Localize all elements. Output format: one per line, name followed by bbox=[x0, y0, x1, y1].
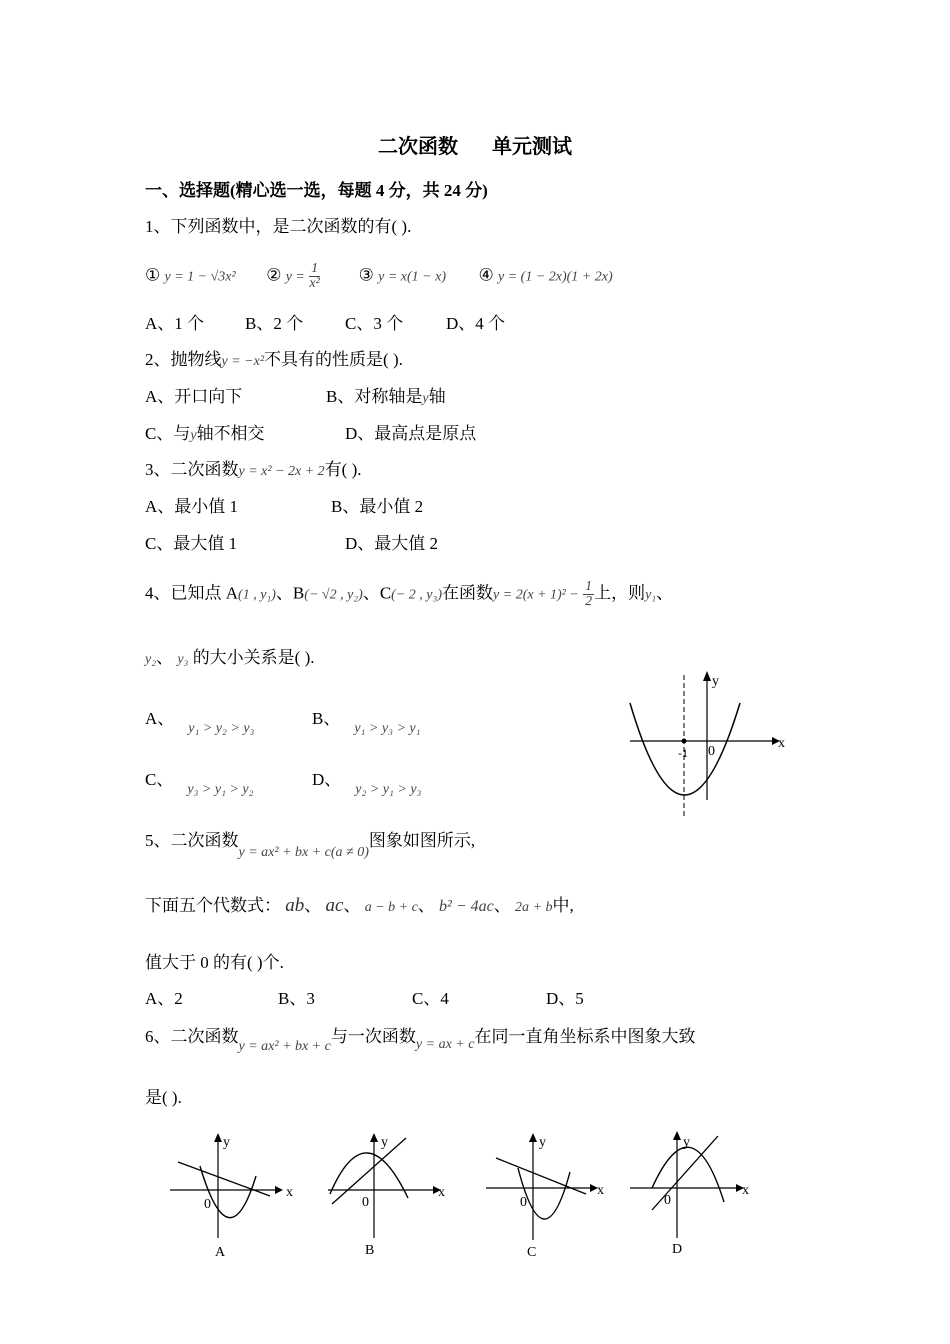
q6a-line bbox=[178, 1162, 270, 1196]
title-part2: 单元测试 bbox=[492, 136, 572, 158]
q1-f2-den: x² bbox=[309, 276, 320, 291]
q5-sep1: 、 bbox=[304, 896, 322, 915]
q2-option-b-pre: B、对称轴是 bbox=[326, 387, 423, 406]
q5-tick-label: -1 bbox=[678, 746, 688, 760]
q5-expr-ab: ab bbox=[285, 895, 305, 916]
q6c-origin-label: 0 bbox=[520, 1195, 527, 1210]
q6d-caption: D bbox=[672, 1242, 683, 1257]
q1-f4: y = (1 − 2x)(1 + 2x) bbox=[498, 269, 613, 285]
q2-option-d[interactable]: D、最高点是原点 bbox=[345, 424, 477, 443]
q6d-origin-label: 0 bbox=[664, 1193, 671, 1208]
q1-functions bbox=[145, 262, 613, 291]
q4-line2-y2: y₂ bbox=[145, 652, 157, 667]
q2-stem-pre: 2、抛物线 bbox=[145, 350, 222, 369]
q1-option-a[interactable]: A、1 个 bbox=[145, 314, 205, 333]
q3-stem-pre: 3、二次函数 bbox=[145, 460, 239, 479]
q3-option-b[interactable]: B、最小值 2 bbox=[331, 497, 424, 516]
q4-line2-sep: 、 bbox=[156, 648, 174, 667]
q1-f3-label: ③ bbox=[358, 265, 374, 285]
q6-math-linear: y = ax + c bbox=[415, 1037, 475, 1052]
q3-option-d[interactable]: D、最大值 2 bbox=[345, 534, 439, 553]
q6c-parabola bbox=[518, 1168, 570, 1219]
q4-option-c[interactable] bbox=[145, 769, 254, 797]
q1-f1-label: ① bbox=[145, 265, 161, 285]
q6-graph-a[interactable] bbox=[160, 1128, 300, 1263]
q4-option-c-text: y₃ > y₁ > y₂ bbox=[187, 782, 254, 797]
q4-line2-post: 的大小关系是( ). bbox=[192, 648, 315, 667]
q6-graph-d[interactable] bbox=[622, 1126, 762, 1261]
q6-math-quadratic: y = ax² + bx + c bbox=[238, 1039, 331, 1054]
q4-option-a-label: A、 bbox=[145, 709, 175, 728]
q2-stem-math: y = −x² bbox=[221, 354, 265, 369]
q6c-x-label: x bbox=[597, 1183, 604, 1198]
q4-point-a: (1 , y₁) bbox=[238, 587, 276, 603]
q6c-caption: C bbox=[527, 1245, 537, 1260]
q5-sep3: 、 bbox=[417, 896, 435, 915]
q6b-x-label: x bbox=[438, 1185, 445, 1200]
q6b-line bbox=[332, 1138, 406, 1204]
q5-y-label: y bbox=[712, 674, 719, 689]
q6-graph-b[interactable] bbox=[318, 1128, 458, 1263]
q5-option-d[interactable]: D、5 bbox=[546, 989, 584, 1008]
q6-stem-line2: 是( ). bbox=[145, 1088, 182, 1107]
q6d-y-arrow bbox=[673, 1131, 681, 1140]
q4-option-a[interactable] bbox=[145, 708, 255, 736]
q1-f3: y = x(1 − x) bbox=[378, 269, 446, 285]
q4-option-d[interactable] bbox=[312, 769, 422, 797]
q5-expr-discriminant: b² − 4ac bbox=[439, 898, 494, 915]
q5-expr-ac: ac bbox=[325, 895, 344, 916]
q1-option-d[interactable]: D、4 个 bbox=[446, 314, 506, 333]
q3-option-c[interactable]: C、最大值 1 bbox=[145, 534, 238, 553]
q4-line2-y3: y₃ bbox=[177, 652, 189, 667]
q4-fraction-num: 1 bbox=[585, 579, 593, 594]
q2-option-c[interactable] bbox=[145, 423, 265, 447]
q6d-y-label: y bbox=[683, 1135, 690, 1150]
q1-f1: y = 1 − √3x² bbox=[164, 269, 236, 285]
q4-point-c: (− 2 , y₃) bbox=[391, 587, 443, 603]
q2-option-c-post: 轴不相交 bbox=[196, 424, 265, 443]
q2-option-a[interactable]: A、开口向下 bbox=[145, 387, 243, 406]
q3-stem-math: y = x² − 2x + 2 bbox=[238, 464, 325, 479]
q6b-origin-label: 0 bbox=[362, 1195, 369, 1210]
q6d-parabola bbox=[652, 1147, 724, 1202]
q4-s4: 在函数 bbox=[442, 583, 494, 603]
q2-option-b-post: 轴 bbox=[428, 387, 446, 406]
q5-x-label: x bbox=[778, 736, 785, 751]
q4-s5: 上，则 bbox=[594, 583, 646, 603]
q6b-caption: B bbox=[365, 1243, 375, 1258]
q3-option-a[interactable]: A、最小值 1 bbox=[145, 497, 239, 516]
q5-line2-pre: 下面五个代数式： bbox=[145, 896, 281, 915]
q6a-x-arrow bbox=[275, 1186, 283, 1194]
q5-option-a[interactable]: A、2 bbox=[145, 989, 183, 1008]
q5-sep2: 、 bbox=[343, 896, 361, 915]
q5-parabola-graph bbox=[620, 665, 790, 820]
q5-expr-2a-b: 2a + b bbox=[515, 900, 553, 915]
q3-stem-post: 有( ). bbox=[324, 460, 362, 479]
q5-option-c[interactable]: C、4 bbox=[412, 989, 449, 1008]
q2-option-b[interactable] bbox=[326, 386, 446, 410]
q4-option-b[interactable] bbox=[312, 708, 421, 736]
q4-stem bbox=[145, 580, 673, 609]
q6-graph-c[interactable] bbox=[478, 1128, 618, 1263]
q4-option-b-text: y₁ > y₃ > y₁ bbox=[354, 721, 421, 736]
q3-stem bbox=[145, 459, 362, 483]
q6a-caption: A bbox=[215, 1245, 226, 1260]
q2-option-b-math: y bbox=[422, 391, 429, 406]
q6a-y-arrow bbox=[214, 1133, 222, 1142]
q6b-y-arrow bbox=[370, 1133, 378, 1142]
q4-point-b: (− √2 , y₂) bbox=[304, 587, 363, 603]
q4-option-d-label: D、 bbox=[312, 770, 342, 789]
q6c-y-arrow bbox=[529, 1133, 537, 1142]
q1-f2-label: ② bbox=[266, 265, 282, 285]
q1-f2-fraction bbox=[309, 262, 320, 291]
q4-fraction-den: 2 bbox=[585, 594, 593, 609]
q6-stem-mid: 与一次函数 bbox=[330, 1027, 416, 1046]
q5-y-arrow bbox=[703, 671, 711, 681]
q4-s1: 4、已知点 A bbox=[145, 583, 239, 603]
page-title bbox=[0, 130, 950, 159]
q5-stem-pre: 5、二次函数 bbox=[145, 831, 239, 850]
q6-stem bbox=[145, 1026, 696, 1054]
q4-s6: 、 bbox=[656, 583, 674, 603]
q2-option-c-pre: C、与 bbox=[145, 424, 191, 443]
q1-f2-left: y = bbox=[285, 269, 305, 285]
q2-stem bbox=[145, 349, 403, 373]
q6d-x-label: x bbox=[742, 1183, 749, 1198]
q2-option-c-math: y bbox=[190, 428, 197, 443]
q1-f2-num: 1 bbox=[311, 261, 319, 276]
q6a-origin-label: 0 bbox=[204, 1197, 211, 1212]
q5-stem bbox=[145, 830, 476, 860]
q6-stem-pre: 6、二次函数 bbox=[145, 1027, 239, 1046]
q5-stem-post: 图象如图所示, bbox=[368, 831, 476, 850]
q1-option-c[interactable]: C、3 个 bbox=[345, 314, 404, 333]
title-part1: 二次函数 bbox=[378, 136, 458, 158]
q4-option-d-text: y₂ > y₁ > y₃ bbox=[355, 782, 422, 797]
q4-s2: 、B bbox=[275, 583, 305, 603]
q5-line2-post: 中, bbox=[552, 896, 574, 915]
q5-stem-math: y = ax² + bx + c(a ≠ 0) bbox=[238, 845, 369, 860]
q4-option-a-text: y₁ > y₂ > y₃ bbox=[188, 721, 255, 736]
q4-function-left: y = 2(x + 1)² − bbox=[493, 587, 579, 603]
section-heading: 一、选择题(精心选一选，每题 4 分，共 24 分) bbox=[145, 181, 488, 200]
q5-expr-a-b-c: a − b + c bbox=[364, 900, 418, 915]
q6a-y-label: y bbox=[223, 1135, 230, 1150]
q4-stem-line2 bbox=[145, 647, 315, 671]
q4-option-c-label: C、 bbox=[145, 770, 174, 789]
q6b-parabola bbox=[330, 1153, 408, 1198]
q5-option-b[interactable]: B、3 bbox=[278, 989, 315, 1008]
q1-option-b[interactable]: B、2 个 bbox=[245, 314, 304, 333]
q5-vertex-point bbox=[682, 739, 687, 744]
q5-expressions bbox=[145, 895, 574, 919]
q1-f4-label: ④ bbox=[478, 265, 494, 285]
q5-origin-label: 0 bbox=[708, 744, 715, 759]
q1-stem: 1、下列函数中，是二次函数的有( ). bbox=[145, 217, 412, 236]
q6a-x-label: x bbox=[286, 1185, 293, 1200]
q4-function-fraction bbox=[583, 580, 594, 609]
q2-stem-post: 不具有的性质是( ). bbox=[264, 350, 403, 369]
q4-s3: 、C bbox=[362, 583, 392, 603]
q6c-y-label: y bbox=[539, 1135, 546, 1150]
q5-line3: 值大于 0 的有( )个. bbox=[145, 953, 284, 972]
q4-option-b-label: B、 bbox=[312, 709, 341, 728]
q4-y1: y₁ bbox=[645, 587, 657, 603]
q6b-y-label: y bbox=[381, 1135, 388, 1150]
q5-sep4: 、 bbox=[493, 896, 511, 915]
q6-stem-post: 在同一直角坐标系中图象大致 bbox=[474, 1027, 696, 1046]
